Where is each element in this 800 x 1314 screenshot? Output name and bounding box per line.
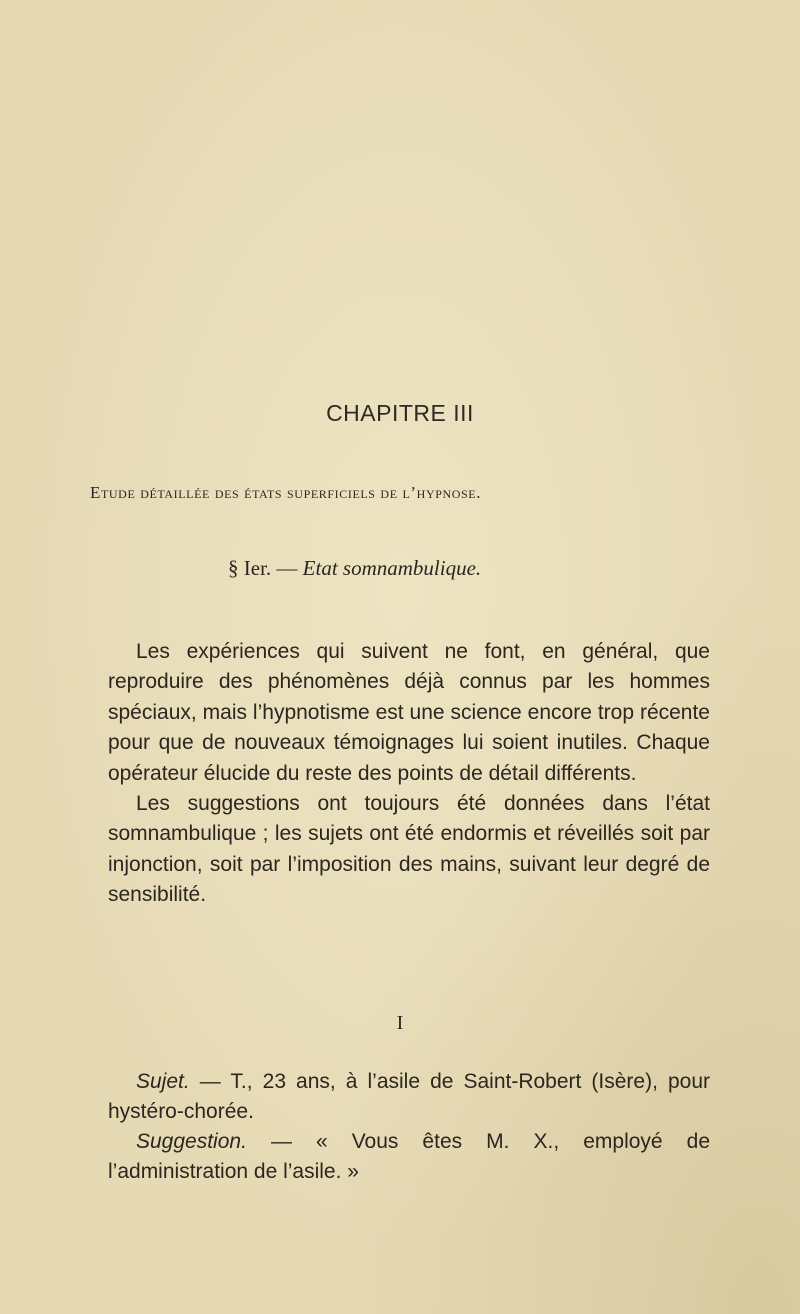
suggestion-label: Suggestion. bbox=[136, 1130, 247, 1153]
section-title: Etat somnambulique. bbox=[302, 556, 482, 580]
section-heading bbox=[228, 556, 481, 581]
paragraph-intro: Les expériences qui suivent ne font, en général, que reproduire des phénomènes déjà connus par les hommes spéciaux, mais l’hypnotisme est une science encore trop récente pour que de nouveaux témoignages lui soient inutiles. Chaque opérateur élucide du reste des points de détail différents. bbox=[108, 640, 710, 785]
chapter-heading: Etude détaillée des états superficiels de l’hypnose. bbox=[90, 483, 482, 502]
case-suggestion bbox=[108, 1127, 710, 1188]
paragraph-method: Les suggestions ont toujours été données dans l’état somnambulique ; les sujets ont été endormis et réveillés soit par injonction, soit par l’imposition des mains, suivant leur degré de sensibilité. bbox=[108, 792, 710, 907]
chapter-number: CHAPITRE III bbox=[326, 400, 474, 426]
case-numeral: I bbox=[396, 1012, 404, 1034]
subject-label: Sujet. bbox=[136, 1070, 190, 1093]
case-subject bbox=[108, 1067, 710, 1128]
subject-text: — T., 23 ans, à l’asile de Saint-Robert (Isère), pour hystéro-chorée. bbox=[108, 1070, 710, 1124]
suggestion-text: — « Vous êtes M. X., employé de l’administration de l’asile. » bbox=[108, 1130, 710, 1184]
section-prefix: § Ier. — bbox=[228, 556, 298, 580]
